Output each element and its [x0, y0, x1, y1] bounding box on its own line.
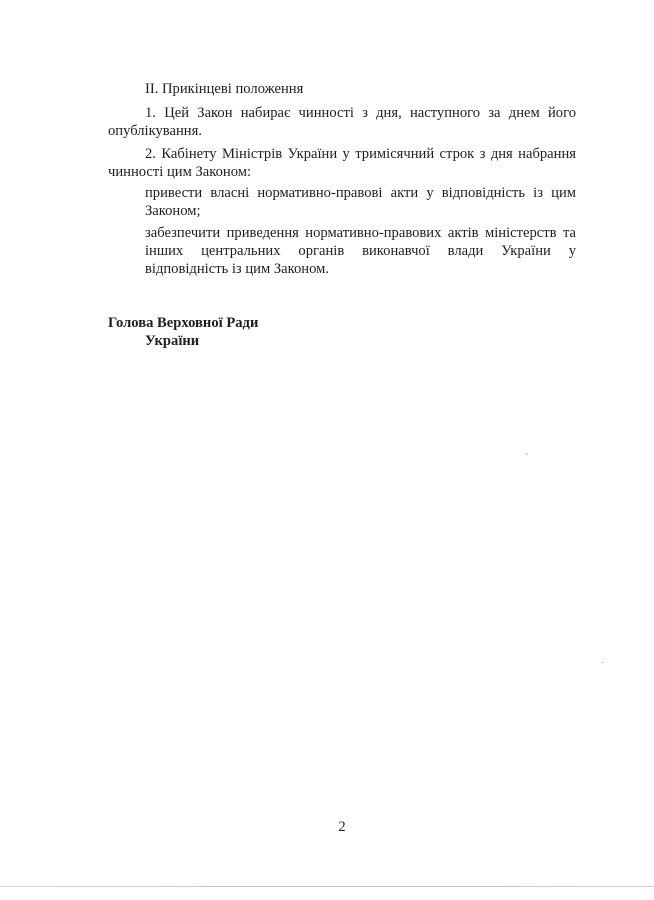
section-heading: II. Прикінцеві положення [145, 81, 304, 97]
paragraph-1: 1. Цей Закон набирає чинності з дня, наступного за днем його опублікування. [108, 105, 576, 139]
page-number: 2 [338, 819, 346, 835]
paragraph-2: 2. Кабінету Міністрів України у тримісячний строк з дня набрання чинності цим Законом: [108, 146, 576, 180]
scan-edge-line [0, 886, 654, 887]
scan-speck [601, 662, 604, 663]
signature-title-line1: Голова Верховної Ради [108, 315, 259, 331]
scan-speck [525, 453, 528, 455]
paragraph-3: привести власні нормативно-правові акти у відповідність із цим Законом; [145, 185, 576, 219]
paragraph-4: забезпечити приведення нормативно-правових актів міністерств та інших центральних органів виконавчої влади України у відповідність із цим Законом. [145, 225, 576, 277]
signature-title-line2: України [145, 333, 200, 349]
